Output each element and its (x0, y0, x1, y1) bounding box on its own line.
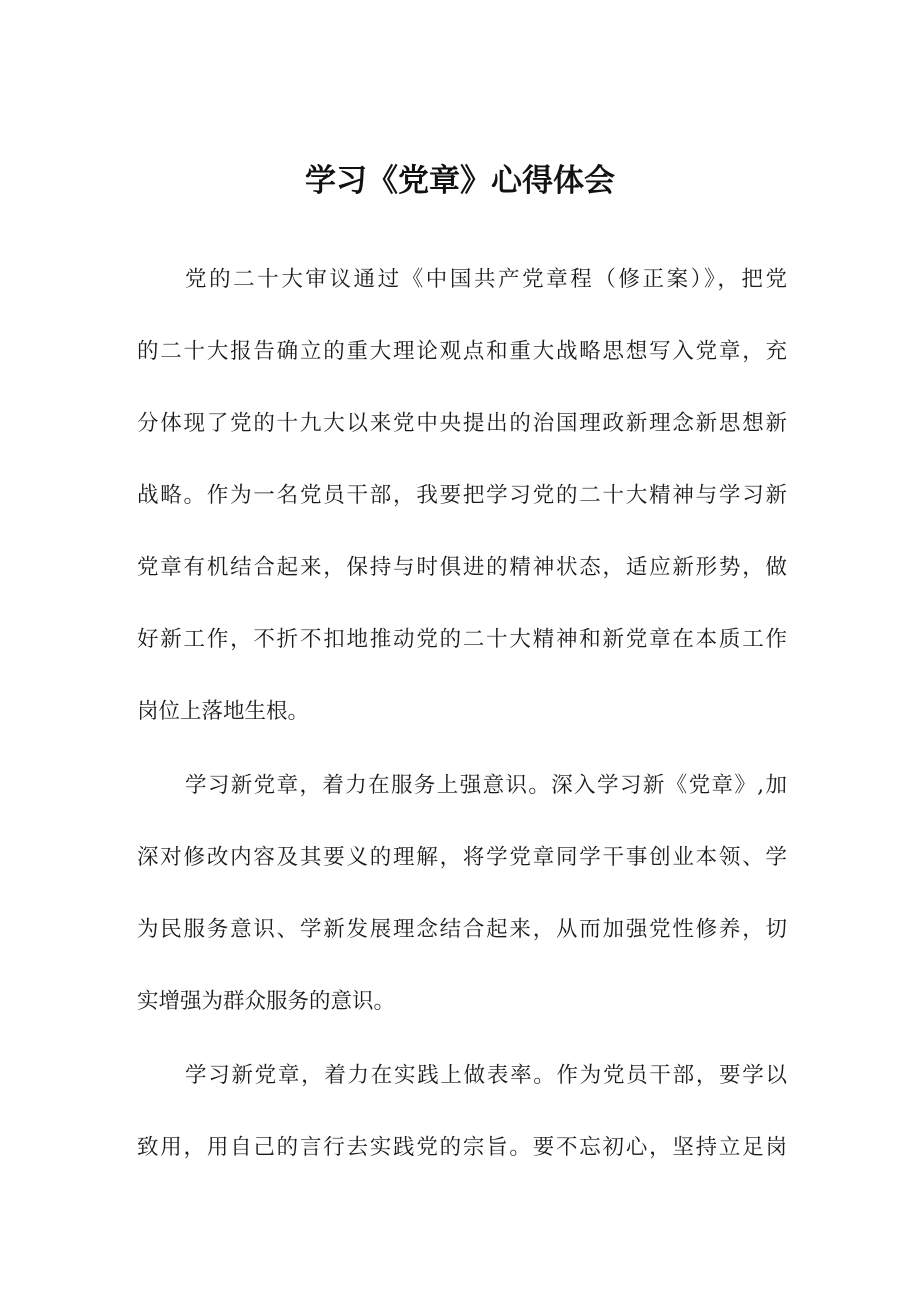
paragraph-line: 实增强为群众服务的意识。 (137, 989, 396, 1014)
paragraph-line: 岗位上落地生根。 (137, 699, 310, 724)
paragraph-line: 分体现了党的十九大以来党中央提出的治国理政新理念新思想新 (137, 411, 787, 436)
paragraph-line: 致用，用自己的言行去实践党的宗旨。要不忘初心，坚持立足岗 (137, 1135, 787, 1160)
paragraph-line: 为民服务意识、学新发展理念结合起来，从而加强党性修养，切 (137, 917, 787, 942)
paragraph-line: 好新工作，不折不扣地推动党的二十大精神和新党章在本质工作 (137, 627, 787, 652)
paragraph-line: 学习新党章，着力在实践上做表率。作为党员干部，要学以 (185, 1063, 787, 1088)
paragraph-line: 党的二十大审议通过《中国共产党章程（修正案）》，把党 (185, 267, 787, 292)
paragraph-line: 学习新党章，着力在服务上强意识。深入学习新《党章》,加 (185, 773, 787, 798)
paragraph-line: 战略。作为一名党员干部，我要把学习党的二十大精神与学习新 (137, 483, 787, 508)
document-title: 学习《党章》心得体会 (305, 163, 615, 199)
paragraph-line: 深对修改内容及其要义的理解，将学党章同学干事创业本领、学 (137, 845, 787, 870)
paragraph-line: 的二十大报告确立的重大理论观点和重大战略思想写入党章，充 (137, 339, 787, 364)
paragraph-line: 党章有机结合起来，保持与时俱进的精神状态，适应新形势，做 (137, 555, 787, 580)
